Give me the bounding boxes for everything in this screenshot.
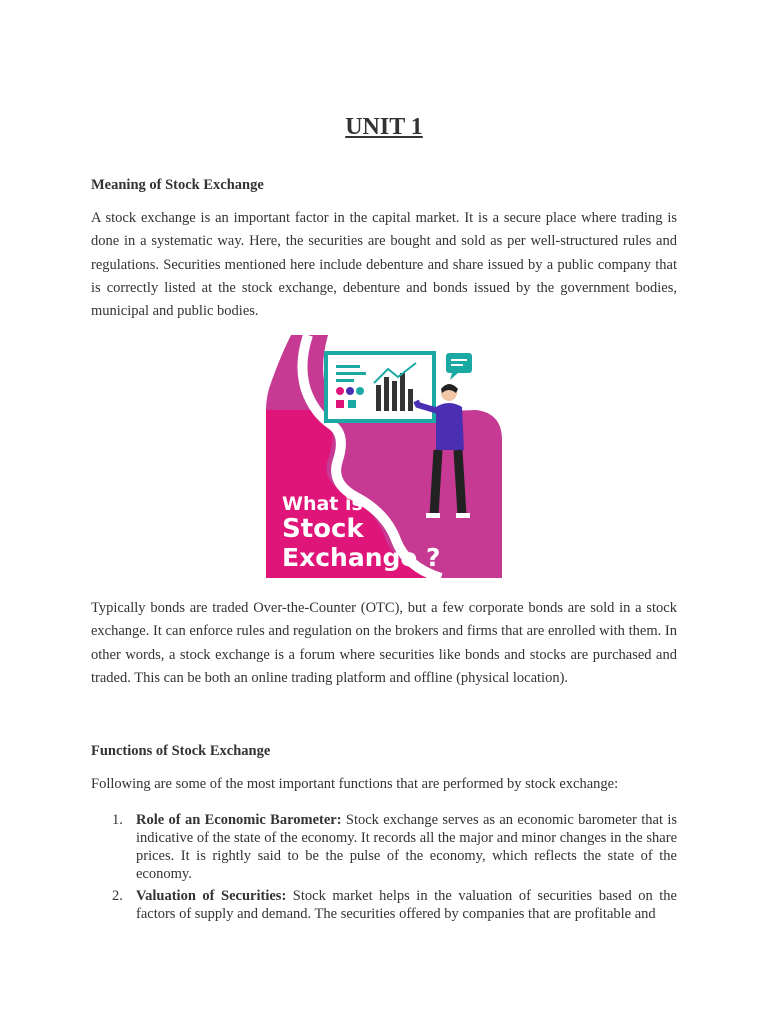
list-number: 2.	[112, 888, 123, 904]
list-term: Role of an Economic Barometer:	[136, 812, 342, 828]
section-heading-functions: Functions of Stock Exchange	[91, 743, 271, 759]
list-item	[91, 811, 677, 883]
list-item	[91, 887, 677, 923]
person-body	[436, 403, 464, 450]
figure-text-line1: What is	[282, 493, 363, 515]
page-title: UNIT 1	[345, 114, 423, 140]
paragraph-otc: Typically bonds are traded Over-the-Counter (OTC), but a few corporate bonds are sold in a stock exchange. It can enforce rules and regulation on the brokers and firms that are enrolled with them. In other words, a stock exchange is a forum where securities like bonds and stocks are purchased and traded. This can be both an online trading platform and offline (physical location).	[91, 600, 677, 686]
section-heading-meaning: Meaning of Stock Exchange	[91, 177, 264, 193]
list-number: 1.	[112, 812, 123, 828]
chat-bubble-icon	[446, 353, 472, 373]
list-text: Stock market helps in the valuation of securities based on the factors of supply and demand. The securities offered by companies that are profitable and	[136, 888, 677, 922]
figure-text-line3: Exchange ?	[282, 543, 441, 572]
list-term: Valuation of Securities:	[136, 888, 287, 904]
stock-exchange-illustration	[266, 335, 502, 578]
paragraph-meaning: A stock exchange is an important factor in the capital market. It is a secure place where trading is done in a systematic way. Here, the securities are bought and sold as per well-structured rules and regulations. Securities mentioned here include debenture and share issued by a public company that is correctly listed at the stock exchange, debenture and bonds issued by the government bodies, municipal and public bodies.	[91, 210, 677, 320]
figure-text-line2: Stock	[282, 514, 364, 544]
functions-list	[91, 811, 677, 927]
paragraph-functions-intro: Following are some of the most important functions that are performed by stock exchange:	[91, 776, 619, 792]
list-text: Stock exchange serves as an economic barometer that is indicative of the state of the economy. It records all the major and minor changes in the share prices. It is rightly said to be the pulse of the economy, which reflects the state of the economy.	[136, 812, 677, 882]
